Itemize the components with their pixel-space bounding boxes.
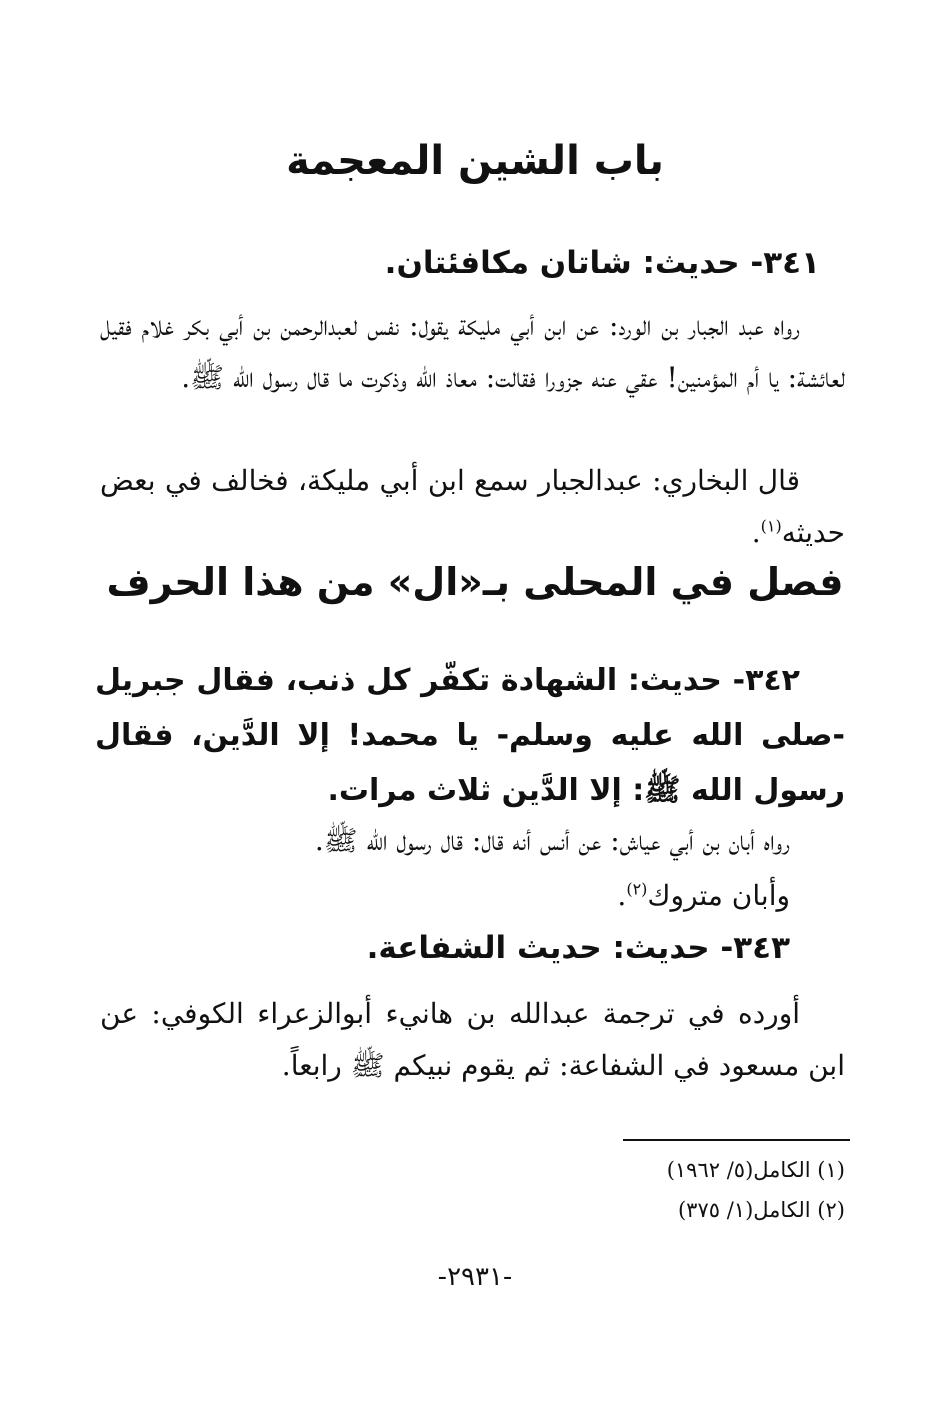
hadith-341-paragraph-2 bbox=[100, 455, 845, 559]
hadith-341-paragraph-2-end: . bbox=[751, 516, 761, 549]
hadith-343-paragraph-text: أورده في ترجمة عبدالله بن هانيء أبوالزعراء الكوفي: عن ابن مسعود في الشفاعة: ثم يقوم نبيكم ﷺ رابعاً. bbox=[100, 997, 845, 1082]
hadith-341-paragraph-2-text: قال البخاري: عبدالجبار سمع ابن أبي مليكة، فخالف في بعض حديثه bbox=[100, 464, 845, 549]
hadith-342-note bbox=[100, 870, 790, 922]
hadith-342-note-text: وأبان متروك bbox=[647, 879, 790, 912]
hadith-341-heading: ٣٤١- حديث: شاتان مكافئتان. bbox=[384, 245, 820, 281]
footnote-2: (٢) الكامل(١/ ٣٧٥) bbox=[677, 1198, 845, 1222]
hadith-343-heading: ٣٤٣- حديث: حديث الشفاعة. bbox=[366, 930, 790, 966]
page-number: -٢٩٣١- bbox=[437, 1262, 513, 1292]
footnote-1: (١) الكامل(٥/ ١٩٦٢) bbox=[666, 1158, 845, 1182]
hadith-342-note-end: . bbox=[617, 879, 627, 912]
chapter-title: باب الشين المعجمة bbox=[286, 138, 664, 184]
hadith-343-paragraph bbox=[100, 988, 845, 1092]
footnote-ref-2: (٢) bbox=[626, 879, 648, 899]
hadith-341-paragraph-1-text: رواه عبد الجبار بن الورد: عن ابن أبي مليكة يقول: نفس لعبدالرحمن بن أبي بكر غلام فقيل لعائشة: يا أم المؤمنين! عقي عنه جزورا فقالت: معاذ الله وذكرت ما قال رسول الله ﷺ. bbox=[100, 309, 845, 394]
footnote-divider bbox=[623, 1139, 850, 1141]
hadith-342-narration: رواه أبان بن أبي عياش: عن أنس أنه قال: قال رسول الله ﷺ. bbox=[314, 824, 790, 857]
footnote-ref-1: (١) bbox=[760, 516, 782, 536]
section-title: فصل في المحلى بـ«ال» من هذا الحرف bbox=[106, 560, 844, 604]
hadith-342-body: ٣٤٢- حديث: الشهادة تكفّر كل ذنب، فقال جبريل -صلى الله عليه وسلم- يا محمد! إلا الدَّين، فقال رسول الله ﷺ: إلا الدَّين ثلاث مرات. bbox=[95, 663, 845, 808]
hadith-341-paragraph-1 bbox=[100, 300, 845, 404]
hadith-342-text bbox=[95, 653, 845, 818]
